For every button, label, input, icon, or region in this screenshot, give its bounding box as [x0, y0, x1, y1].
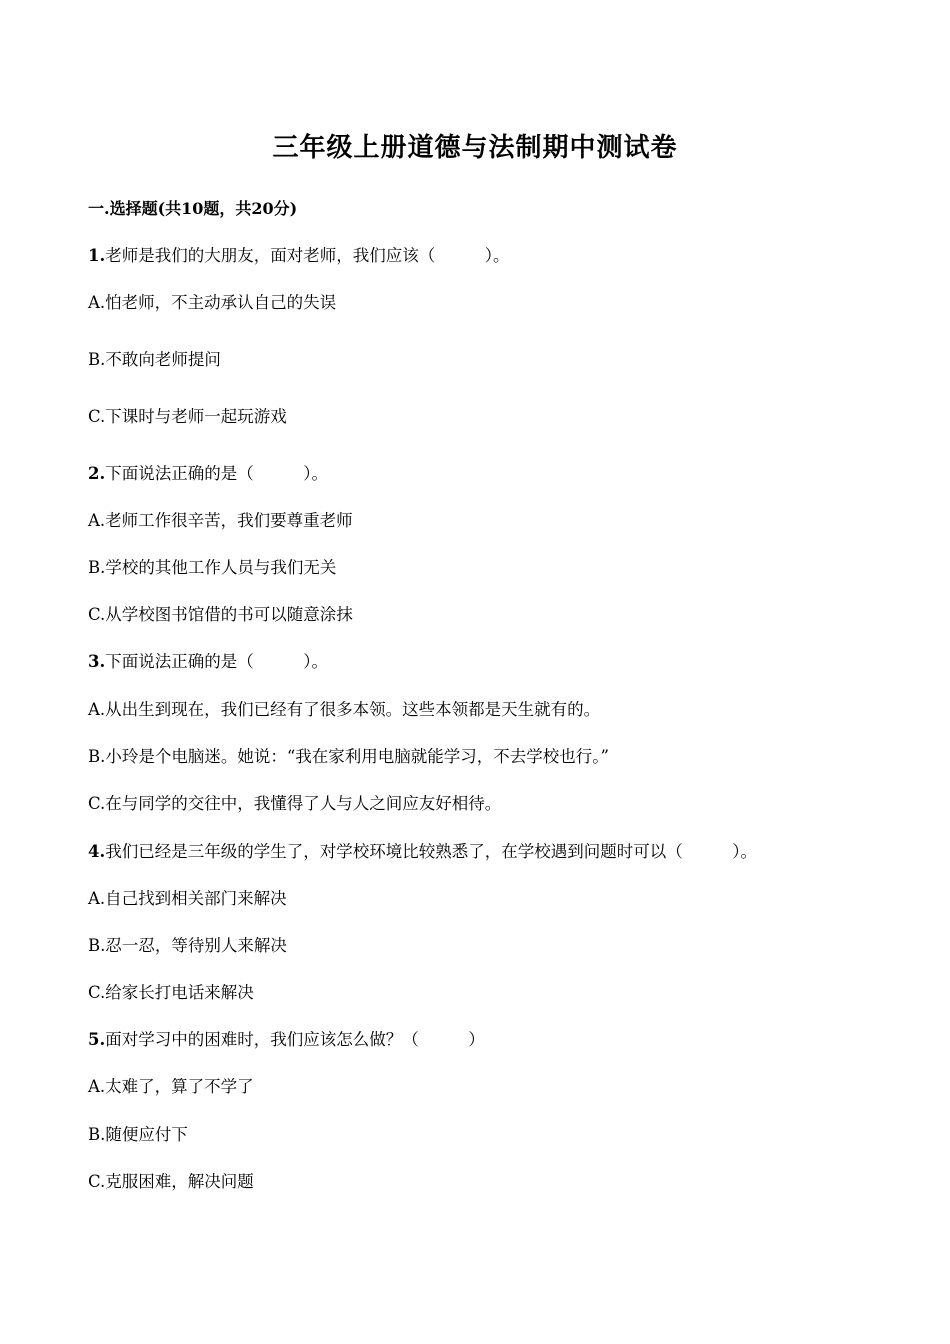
question-text: 老师是我们的大朋友，面对老师，我们应该（ ）。: [105, 246, 510, 265]
question-5-option-c: C.克服困难，解决问题: [88, 1172, 254, 1191]
question-2-option-c: C.从学校图书馆借的书可以随意涂抹: [88, 605, 353, 624]
question-number: 2.: [88, 464, 106, 483]
question-5-stem: [88, 1027, 485, 1053]
question-text: 下面说法正确的是（ ）。: [105, 652, 328, 671]
question-2-stem: [88, 461, 328, 487]
section-heading: 一.选择题(共10题，共20分): [88, 199, 298, 218]
question-number: 1.: [88, 246, 106, 265]
question-4-option-b: B.忍一忍，等待别人来解决: [88, 936, 287, 955]
question-3-option-a: A.从出生到现在，我们已经有了很多本领。这些本领都是天生就有的。: [88, 700, 601, 719]
question-2-option-a: A.老师工作很辛苦，我们要尊重老师: [88, 511, 353, 530]
question-1-option-b: B.不敢向老师提问: [88, 350, 221, 369]
question-text: 面对学习中的困难时，我们应该怎么做？（ ）: [105, 1030, 485, 1049]
question-5-option-a: A.太难了，算了不学了: [88, 1077, 254, 1096]
question-text: 下面说法正确的是（ ）。: [105, 464, 328, 483]
question-3-stem: [88, 649, 328, 675]
question-4-option-c: C.给家长打电话来解决: [88, 983, 254, 1002]
question-1-option-a: A.怕老师，不主动承认自己的失误: [88, 293, 337, 312]
question-number: 5.: [88, 1030, 106, 1049]
page-title: 三年级上册道德与法制期中测试卷: [272, 133, 678, 163]
question-number: 3.: [88, 652, 106, 671]
question-2-option-b: B.学校的其他工作人员与我们无关: [88, 558, 337, 577]
question-5-option-b: B.随便应付下: [88, 1125, 188, 1144]
question-3-option-c: C.在与同学的交往中，我懂得了人与人之间应友好相待。: [88, 794, 502, 813]
question-3-option-b: B.小玲是个电脑迷。她说：“我在家利用电脑就能学习，不去学校也行。”: [88, 747, 609, 766]
question-1-option-c: C.下课时与老师一起玩游戏: [88, 407, 287, 426]
question-4-option-a: A.自己找到相关部门来解决: [88, 889, 287, 908]
question-number: 4.: [88, 842, 106, 861]
question-4-stem: [88, 839, 757, 865]
question-1-stem: [88, 243, 509, 269]
question-text: 我们已经是三年级的学生了，对学校环境比较熟悉了，在学校遇到问题时可以（ ）。: [105, 842, 757, 861]
